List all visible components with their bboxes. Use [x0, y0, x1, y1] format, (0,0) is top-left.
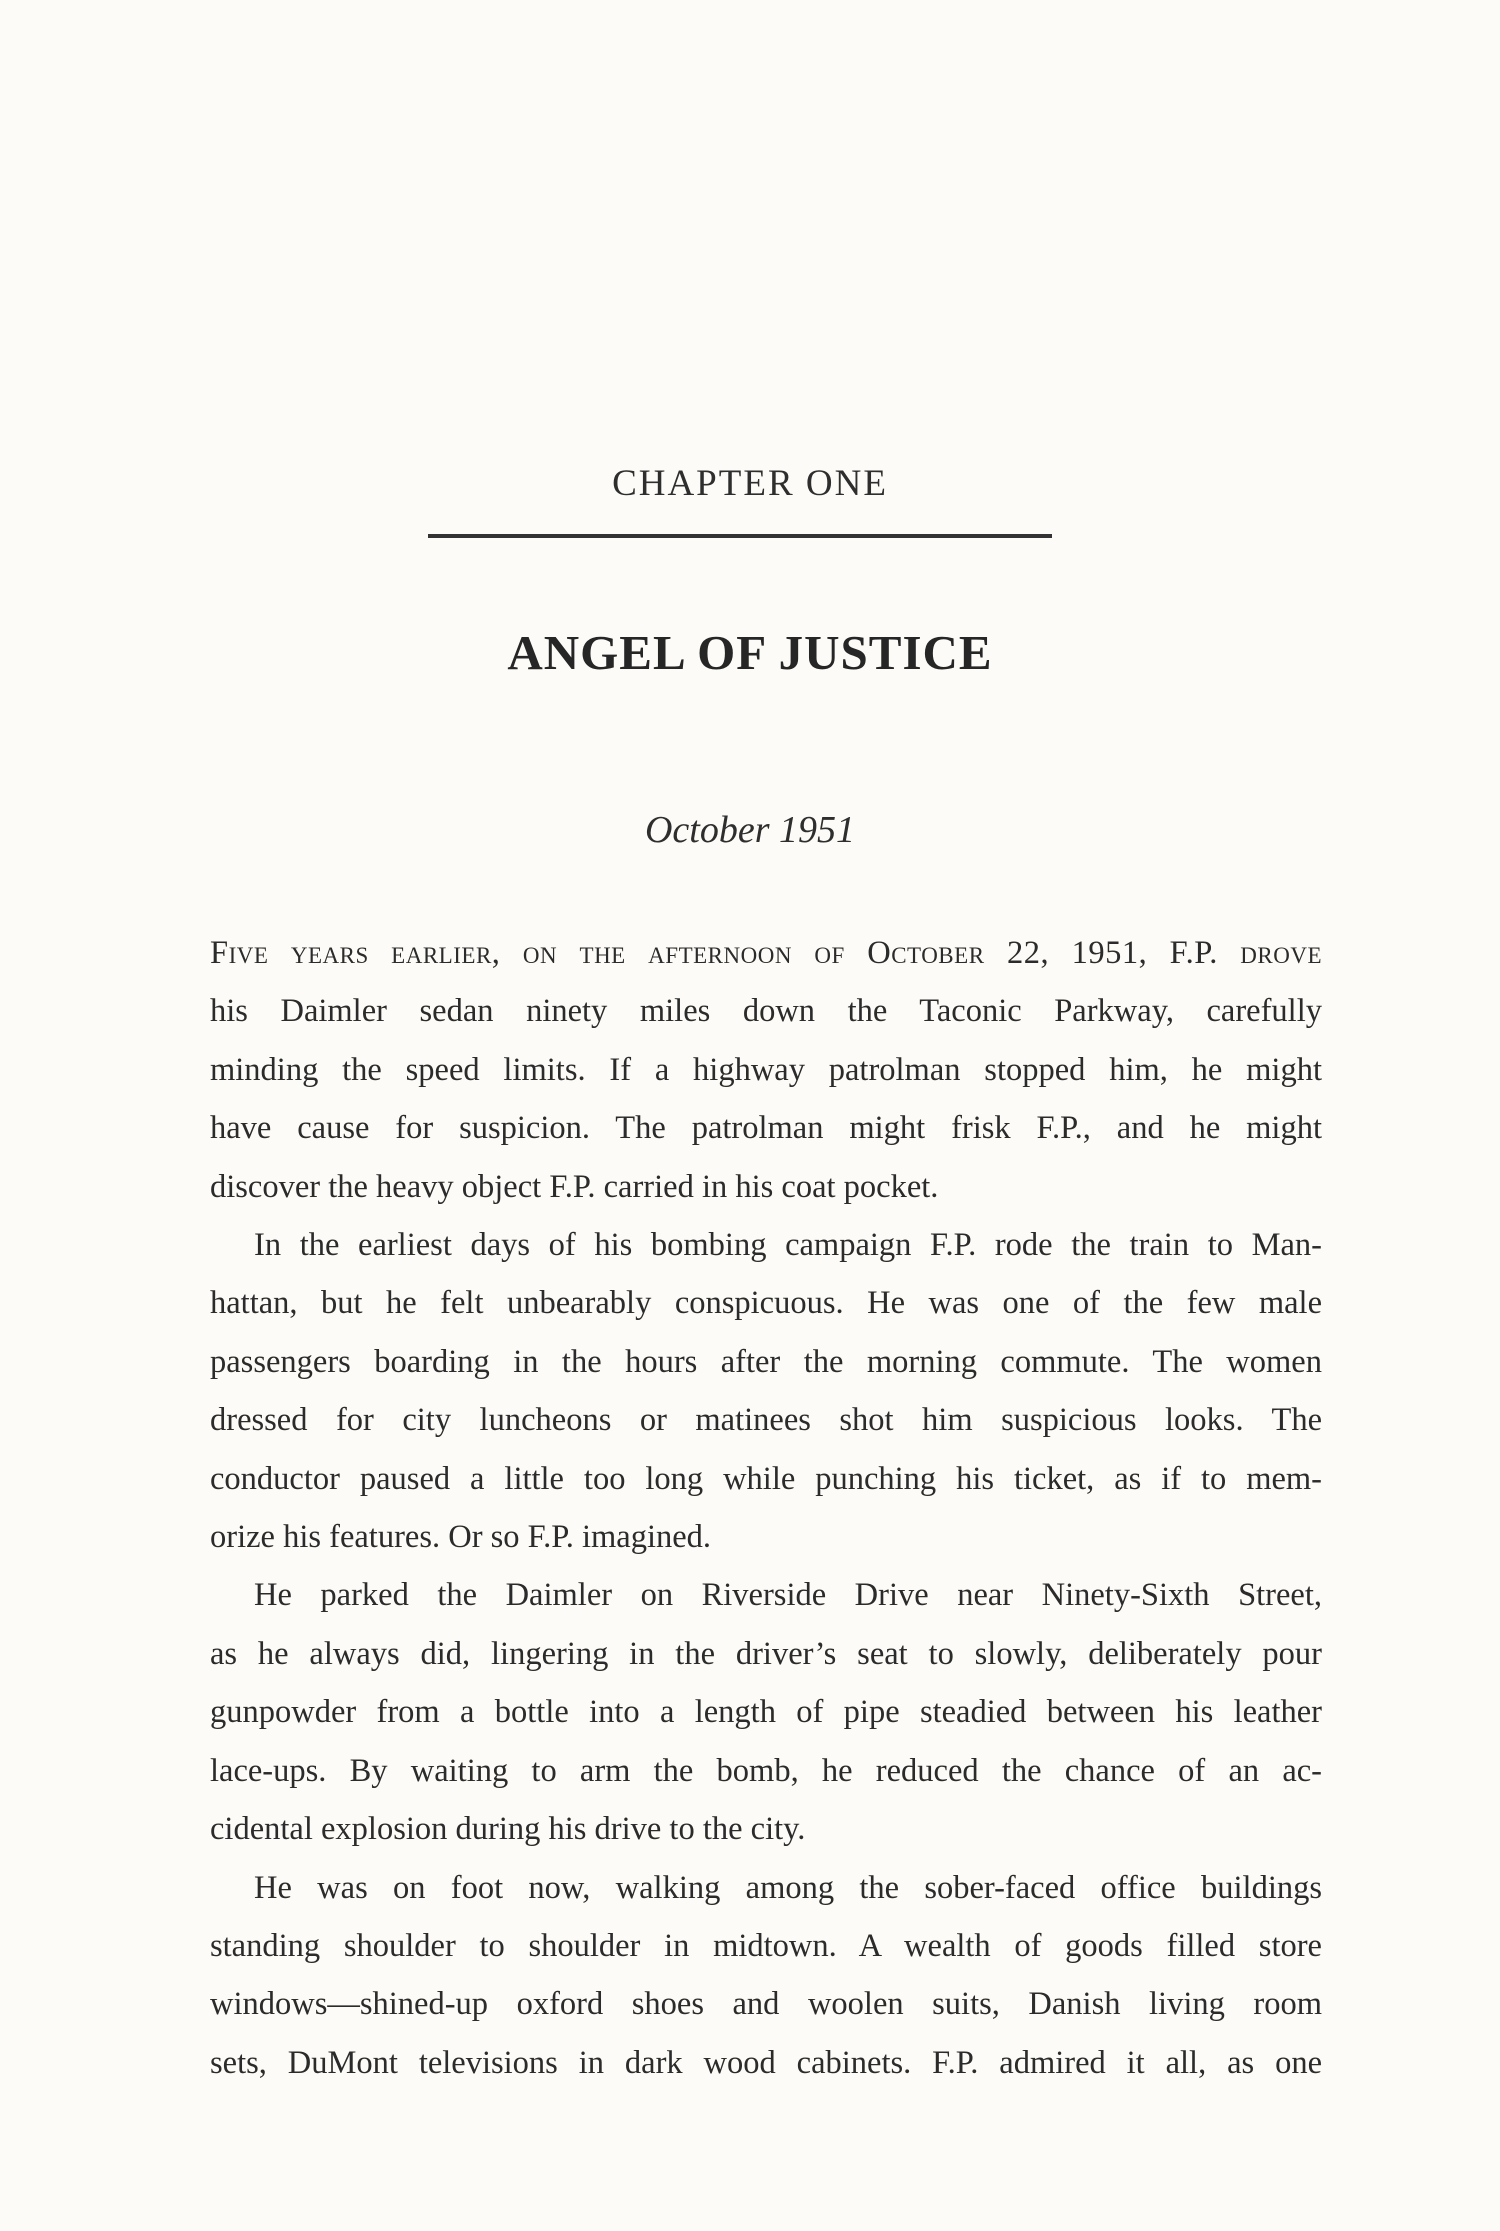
paragraph-2-line: dressed for city luncheons or matinees shot him suspicious looks. The	[210, 1402, 1322, 1439]
paragraph-3-line: He parked the Daimler on Riverside Drive near Ninety-Sixth Street,	[254, 1577, 1322, 1614]
paragraph-2-line: passengers boarding in the hours after the morning commute. The women	[210, 1343, 1322, 1380]
paragraph-3-line: as he always did, lingering in the driver’s seat to slowly, deliberately pour	[210, 1635, 1322, 1672]
paragraph-4	[210, 1859, 1322, 2093]
paragraph-1-line: have cause for suspicion. The patrolman might frisk F.P., and he might	[210, 1110, 1322, 1147]
paragraph-4-line: windows—shined-up oxford shoes and woolen suits, Danish living room	[210, 1986, 1322, 2023]
chapter-label: CHAPTER ONE	[612, 463, 888, 504]
paragraph-3-line: cidental explosion during his drive to the city.	[210, 1811, 806, 1848]
paragraph-3-line: lace-ups. By waiting to arm the bomb, he reduced the chance of an ac-	[210, 1752, 1322, 1789]
paragraph-1-line: minding the speed limits. If a highway patrolman stopped him, he might	[210, 1051, 1322, 1088]
paragraph-1-line-1	[210, 924, 1322, 982]
opening-small-caps: Five years earlier, on the afternoon of October	[210, 935, 985, 971]
paragraph-1	[210, 924, 1322, 1216]
paragraph-2-line: conductor paused a little too long while punching his ticket, as if to mem-	[210, 1460, 1322, 1497]
chapter-dateline: October 1951	[644, 809, 856, 851]
paragraph-2-line: In the earliest days of his bombing campaign F.P. rode the train to Man-	[254, 1227, 1322, 1264]
chapter-divider	[428, 534, 1052, 538]
paragraph-1-line: his Daimler sedan ninety miles down the Taconic Parkway, carefully	[210, 993, 1322, 1030]
paragraph-4-line: He was on foot now, walking among the sober-faced office buildings	[254, 1869, 1322, 1906]
opening-small-caps-rest: 22, 1951, F.P. drove	[984, 935, 1322, 971]
paragraph-2-line: orize his features. Or so F.P. imagined.	[210, 1519, 712, 1556]
paragraph-3	[210, 1566, 1322, 1858]
chapter-title: ANGEL OF JUSTICE	[507, 625, 993, 680]
paragraph-2	[210, 1216, 1322, 1566]
chapter-body	[210, 924, 1322, 2092]
paragraph-2-line: hattan, but he felt unbearably conspicuous. He was one of the few male	[210, 1285, 1322, 1322]
paragraph-1-line: discover the heavy object F.P. carried in his coat pocket.	[210, 1168, 939, 1205]
paragraph-3-line: gunpowder from a bottle into a length of pipe steadied between his leather	[210, 1694, 1322, 1731]
paragraph-4-line: sets, DuMont televisions in dark wood cabinets. F.P. admired it all, as one	[210, 2044, 1322, 2081]
paragraph-4-line: standing shoulder to shoulder in midtown. A wealth of goods filled store	[210, 1927, 1322, 1964]
